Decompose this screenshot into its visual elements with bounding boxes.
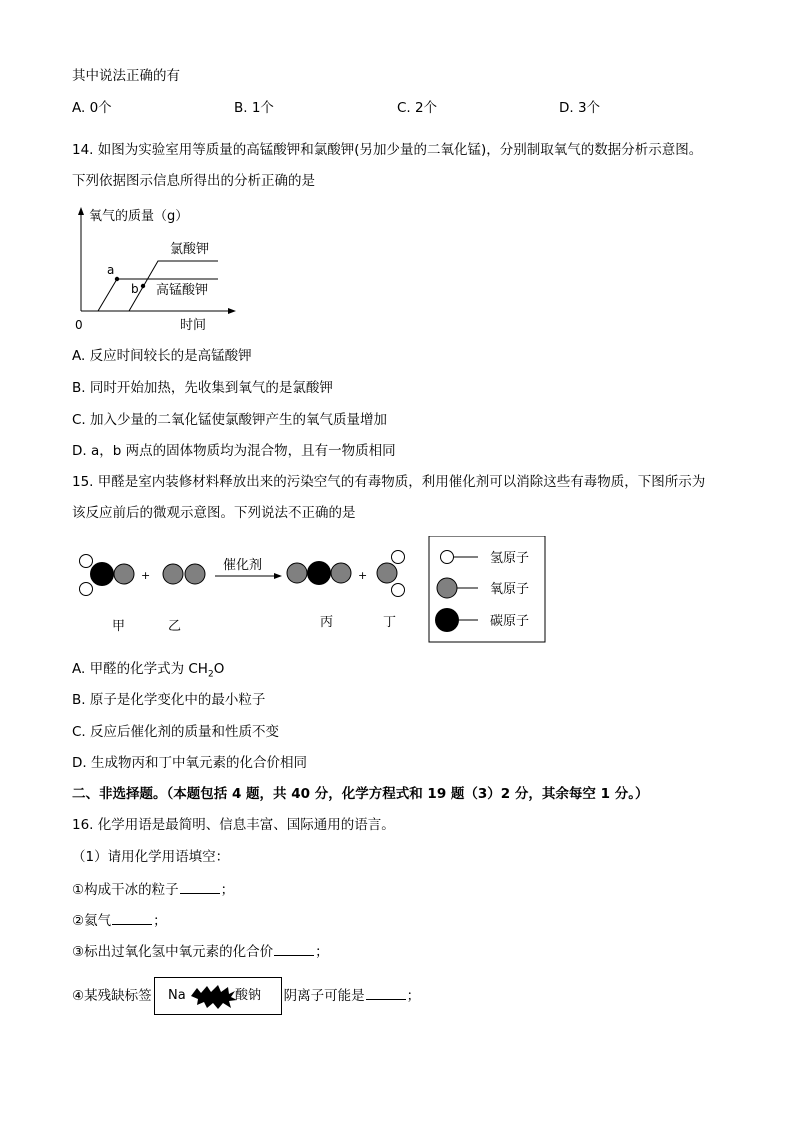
q13-option-c: C. 2个	[397, 100, 438, 116]
hydrogen-atom	[80, 583, 93, 596]
torn-label-graphic	[155, 978, 281, 1014]
q14-option-b: B. 同时开始加热，先收集到氧气的是氯酸钾	[72, 380, 333, 396]
label-yi: 乙	[168, 619, 182, 634]
gray-atom	[377, 563, 397, 583]
label-ding: 丁	[383, 615, 397, 630]
hydrogen-atom	[392, 584, 405, 597]
x-axis-label: 时间	[180, 318, 207, 333]
label-jia: 甲	[112, 619, 126, 634]
molecule-jia	[80, 555, 135, 596]
gray-atom	[185, 564, 205, 584]
q13-option-d: D. 3个	[559, 100, 601, 116]
series-2-label: 高锰酸钾	[156, 283, 209, 298]
q15-reaction-diagram	[70, 536, 550, 644]
label-bing: 丙	[320, 615, 334, 630]
q15-option-d: D. 生成物丙和丁中氧元素的化合价相同	[72, 755, 307, 771]
q16-item-3: ③标出过氧化氢中氧元素的化合价 ；	[72, 941, 329, 962]
gray-atom	[163, 564, 183, 584]
q13-option-b: B. 1个	[234, 100, 274, 116]
catalyst-label: 催化剂	[223, 558, 263, 573]
torn-label	[154, 977, 282, 1015]
q16-sub1: （1）请用化学用语填空：	[72, 849, 230, 865]
q15-option-c: C. 反应后催化剂的质量和性质不变	[72, 724, 280, 740]
molecule-yi	[163, 564, 205, 584]
q15-option-b: B. 原子是化学变化中的最小粒子	[72, 692, 266, 708]
carbon-atom	[307, 561, 331, 585]
legend-hydrogen-label: 氢原子	[490, 551, 530, 566]
hydrogen-atom	[80, 555, 93, 568]
molecule-ding	[377, 551, 405, 597]
hydrogen-atom	[392, 551, 405, 564]
q14-option-c: C. 加入少量的二氧化锰使氯酸钾产生的氧气质量增加	[72, 412, 388, 428]
q14-stem-line1: 14. 如图为实验室用等质量的高锰酸钾和氯酸钾(另加少量的二氧化锰)，分别制取氧气的数据分析示意图。	[72, 142, 703, 158]
point-b	[141, 284, 145, 288]
molecule-bing	[287, 561, 351, 585]
section-2-heading: 二、非选择题。（本题包括 4 题，共 40 分，化学方程式和 19 题（3）2 分，其余每空 1 分。）	[72, 786, 649, 802]
q16-stem: 16. 化学用语是最简明、信息丰富、国际通用的语言。	[72, 817, 395, 833]
x-axis-arrow	[228, 308, 236, 314]
q15-option-a: A. 甲醛的化学式为 $CH_2O$	[72, 661, 225, 680]
legend-carbon-label: 碳原子	[490, 614, 530, 629]
torn-mark	[191, 985, 237, 1009]
gray-atom	[287, 563, 307, 583]
q14-oxygen-mass-chart	[70, 203, 240, 335]
point-a	[115, 277, 119, 281]
carbon-atom	[90, 562, 114, 586]
point-b-label: b	[131, 282, 139, 296]
gray-atom	[331, 563, 351, 583]
q16-item-2: ②氦气 ；	[72, 910, 167, 931]
q16-item-1: ①构成干冰的粒子 ；	[72, 879, 234, 900]
q14-stem-line2: 下列依据图示信息所得出的分析正确的是	[72, 173, 315, 189]
origin-label: 0	[75, 318, 83, 332]
legend-oxygen-label: 氧原子	[490, 582, 530, 597]
answer-blank[interactable]	[112, 910, 152, 925]
gray-atom	[114, 564, 134, 584]
answer-blank[interactable]	[366, 985, 406, 1000]
q16-item-4: ④某残缺标签 Na 酸钠 阴离子可能是 ；	[72, 977, 420, 1015]
y-axis-arrow	[78, 207, 84, 215]
legend-oxygen-icon	[437, 578, 457, 598]
q13-option-a: A. 0个	[72, 100, 112, 116]
reaction-arrowhead	[274, 573, 282, 579]
q14-option-d: D. a，b 两点的固体物质均为混合物，且有一物质相同	[72, 443, 396, 459]
legend-hydrogen-icon	[441, 551, 454, 564]
q14-option-a: A. 反应时间较长的是高锰酸钾	[72, 348, 252, 364]
plus-sign: +	[141, 569, 151, 582]
q13-stem-tail: 其中说法正确的有	[72, 68, 180, 84]
series-1-label: 氯酸钾	[170, 242, 210, 257]
plus-sign: +	[358, 569, 368, 582]
torn-label-left: Na	[167, 988, 186, 1003]
torn-label-right: 酸钠	[234, 988, 261, 1003]
q15-stem-line1: 15. 甲醛是室内装修材料释放出来的污染空气的有毒物质，利用催化剂可以消除这些有毒物质，下图所示为	[72, 474, 706, 490]
y-axis-label: 氧气的质量（g）	[89, 209, 189, 224]
q15-stem-line2: 该反应前后的微观示意图。下列说法不正确的是	[72, 505, 356, 521]
point-a-label: a	[107, 263, 115, 277]
legend-carbon-icon	[435, 608, 459, 632]
answer-blank[interactable]	[180, 879, 220, 894]
answer-blank[interactable]	[274, 941, 314, 956]
